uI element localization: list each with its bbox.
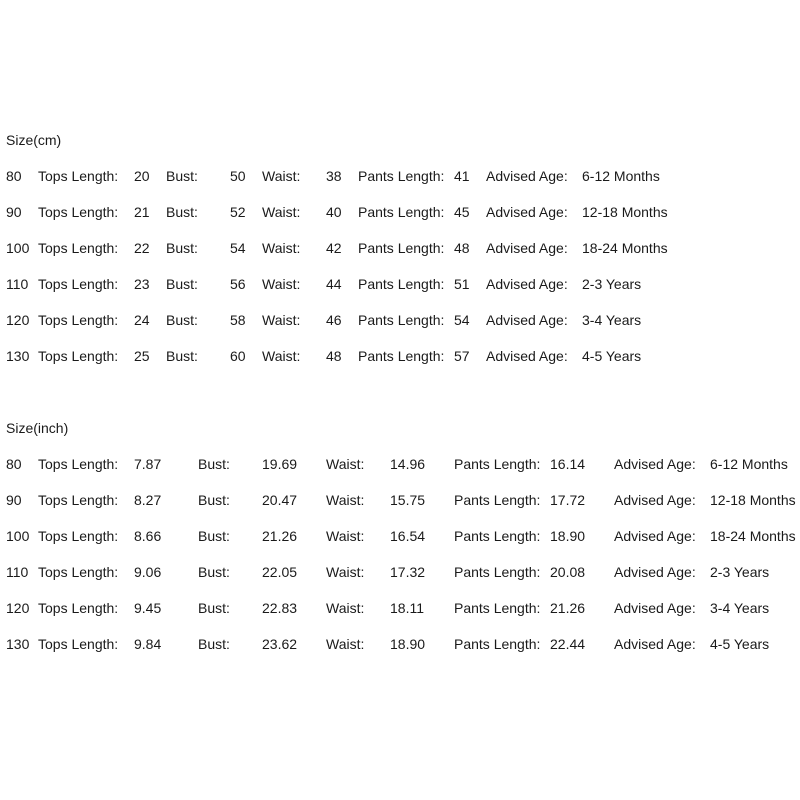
- bust-label: Bust:: [198, 528, 230, 544]
- advised-age-value: 2-3 Years: [710, 564, 770, 580]
- waist-value: 16.54: [390, 528, 426, 544]
- tops-length-label: Tops Length:: [38, 240, 119, 256]
- bust-value: 58: [230, 312, 246, 328]
- bust-value: 19.69: [262, 456, 298, 472]
- waist-label: Waist:: [262, 240, 301, 256]
- size-value: 100: [6, 240, 30, 256]
- pants-length-value: 18.90: [550, 528, 586, 544]
- size-value: 90: [6, 204, 22, 220]
- pants-length-label: Pants Length:: [358, 312, 445, 328]
- bust-label: Bust:: [198, 636, 230, 652]
- pants-length-value: 17.72: [550, 492, 586, 508]
- tops-length-value: 8.27: [134, 492, 162, 508]
- waist-label: Waist:: [262, 312, 301, 328]
- waist-label: Waist:: [326, 564, 365, 580]
- waist-value: 38: [326, 168, 342, 184]
- table-row: [0, 636, 800, 652]
- waist-label: Waist:: [262, 276, 301, 292]
- size-value: 110: [6, 276, 29, 292]
- pants-length-value: 21.26: [550, 600, 586, 616]
- size-value: 90: [6, 492, 22, 508]
- table-row: [0, 564, 800, 580]
- pants-length-value: 41: [454, 168, 470, 184]
- section-title-cm: Size(cm): [6, 132, 62, 148]
- size-value: 80: [6, 168, 22, 184]
- tops-length-label: Tops Length:: [38, 456, 119, 472]
- pants-length-value: 22.44: [550, 636, 586, 652]
- advised-age-value: 12-18 Months: [710, 492, 796, 508]
- advised-age-value: 6-12 Months: [710, 456, 788, 472]
- tops-length-value: 24: [134, 312, 150, 328]
- table-row: [0, 528, 800, 544]
- advised-age-label: Advised Age:: [614, 456, 696, 472]
- bust-label: Bust:: [198, 564, 230, 580]
- waist-value: 17.32: [390, 564, 426, 580]
- waist-label: Waist:: [262, 168, 301, 184]
- pants-length-label: Pants Length:: [454, 456, 541, 472]
- tops-length-label: Tops Length:: [38, 276, 119, 292]
- bust-value: 54: [230, 240, 246, 256]
- tops-length-label: Tops Length:: [38, 528, 119, 544]
- pants-length-value: 51: [454, 276, 470, 292]
- bust-label: Bust:: [166, 240, 198, 256]
- tops-length-value: 9.84: [134, 636, 162, 652]
- bust-value: 56: [230, 276, 246, 292]
- pants-length-label: Pants Length:: [358, 168, 445, 184]
- waist-value: 42: [326, 240, 342, 256]
- advised-age-value: 18-24 Months: [710, 528, 796, 544]
- table-row: [0, 456, 800, 472]
- waist-label: Waist:: [326, 492, 365, 508]
- advised-age-value: 12-18 Months: [582, 204, 668, 220]
- pants-length-value: 45: [454, 204, 470, 220]
- tops-length-value: 7.87: [134, 456, 162, 472]
- waist-label: Waist:: [262, 348, 301, 364]
- size-value: 80: [6, 456, 22, 472]
- table-row: [0, 204, 800, 220]
- table-row: [0, 348, 800, 364]
- pants-length-label: Pants Length:: [454, 600, 541, 616]
- tops-length-label: Tops Length:: [38, 636, 119, 652]
- advised-age-value: 2-3 Years: [582, 276, 642, 292]
- advised-age-value: 6-12 Months: [582, 168, 660, 184]
- waist-label: Waist:: [326, 636, 365, 652]
- tops-length-value: 25: [134, 348, 150, 364]
- tops-length-label: Tops Length:: [38, 492, 119, 508]
- waist-label: Waist:: [326, 528, 365, 544]
- advised-age-label: Advised Age:: [486, 240, 568, 256]
- advised-age-label: Advised Age:: [614, 636, 696, 652]
- bust-label: Bust:: [198, 492, 230, 508]
- pants-length-label: Pants Length:: [358, 204, 445, 220]
- tops-length-label: Tops Length:: [38, 564, 119, 580]
- pants-length-label: Pants Length:: [454, 636, 541, 652]
- bust-label: Bust:: [166, 312, 198, 328]
- pants-length-value: 54: [454, 312, 470, 328]
- advised-age-label: Advised Age:: [614, 564, 696, 580]
- bust-label: Bust:: [198, 456, 230, 472]
- table-row: [0, 240, 800, 256]
- bust-label: Bust:: [198, 600, 230, 616]
- pants-length-label: Pants Length:: [454, 492, 541, 508]
- size-value: 100: [6, 528, 30, 544]
- pants-length-value: 48: [454, 240, 470, 256]
- bust-value: 20.47: [262, 492, 298, 508]
- pants-length-value: 57: [454, 348, 470, 364]
- advised-age-value: 18-24 Months: [582, 240, 668, 256]
- bust-label: Bust:: [166, 348, 198, 364]
- waist-value: 18.11: [390, 600, 424, 616]
- waist-label: Waist:: [262, 204, 301, 220]
- pants-length-label: Pants Length:: [358, 240, 445, 256]
- bust-value: 22.05: [262, 564, 298, 580]
- waist-value: 14.96: [390, 456, 426, 472]
- waist-value: 44: [326, 276, 342, 292]
- waist-label: Waist:: [326, 600, 365, 616]
- bust-value: 50: [230, 168, 246, 184]
- table-row: [0, 312, 800, 328]
- advised-age-label: Advised Age:: [486, 312, 568, 328]
- advised-age-label: Advised Age:: [486, 204, 568, 220]
- advised-age-value: 4-5 Years: [710, 636, 770, 652]
- bust-value: 60: [230, 348, 246, 364]
- table-row: [0, 492, 800, 508]
- tops-length-label: Tops Length:: [38, 204, 119, 220]
- advised-age-value: 3-4 Years: [710, 600, 770, 616]
- advised-age-label: Advised Age:: [486, 348, 568, 364]
- advised-age-label: Advised Age:: [614, 492, 696, 508]
- tops-length-value: 23: [134, 276, 150, 292]
- advised-age-label: Advised Age:: [614, 600, 696, 616]
- tops-length-value: 8.66: [134, 528, 162, 544]
- tops-length-label: Tops Length:: [38, 168, 119, 184]
- bust-value: 21.26: [262, 528, 298, 544]
- advised-age-label: Advised Age:: [486, 168, 568, 184]
- pants-length-label: Pants Length:: [358, 348, 445, 364]
- pants-length-value: 16.14: [550, 456, 586, 472]
- tops-length-value: 20: [134, 168, 150, 184]
- tops-length-label: Tops Length:: [38, 348, 119, 364]
- bust-label: Bust:: [166, 168, 198, 184]
- tops-length-label: Tops Length:: [38, 312, 119, 328]
- pants-length-label: Pants Length:: [358, 276, 445, 292]
- size-value: 130: [6, 636, 30, 652]
- tops-length-value: 21: [134, 204, 150, 220]
- pants-length-label: Pants Length:: [454, 528, 541, 544]
- waist-label: Waist:: [326, 456, 365, 472]
- advised-age-label: Advised Age:: [614, 528, 696, 544]
- advised-age-label: Advised Age:: [486, 276, 568, 292]
- tops-length-value: 9.06: [134, 564, 162, 580]
- table-row: [0, 276, 800, 292]
- table-row: [0, 600, 800, 616]
- bust-label: Bust:: [166, 204, 198, 220]
- bust-value: 52: [230, 204, 246, 220]
- table-row: [0, 168, 800, 184]
- waist-value: 40: [326, 204, 342, 220]
- waist-value: 15.75: [390, 492, 426, 508]
- bust-value: 23.62: [262, 636, 298, 652]
- bust-label: Bust:: [166, 276, 198, 292]
- size-value: 120: [6, 600, 30, 616]
- tops-length-value: 9.45: [134, 600, 162, 616]
- pants-length-value: 20.08: [550, 564, 586, 580]
- size-value: 120: [6, 312, 30, 328]
- bust-value: 22.83: [262, 600, 298, 616]
- tops-length-value: 22: [134, 240, 150, 256]
- size-value: 110: [6, 564, 29, 580]
- advised-age-value: 3-4 Years: [582, 312, 642, 328]
- tops-length-label: Tops Length:: [38, 600, 119, 616]
- waist-value: 46: [326, 312, 342, 328]
- pants-length-label: Pants Length:: [454, 564, 541, 580]
- waist-value: 48: [326, 348, 342, 364]
- waist-value: 18.90: [390, 636, 426, 652]
- size-value: 130: [6, 348, 30, 364]
- section-title-inch: Size(inch): [6, 420, 69, 436]
- advised-age-value: 4-5 Years: [582, 348, 642, 364]
